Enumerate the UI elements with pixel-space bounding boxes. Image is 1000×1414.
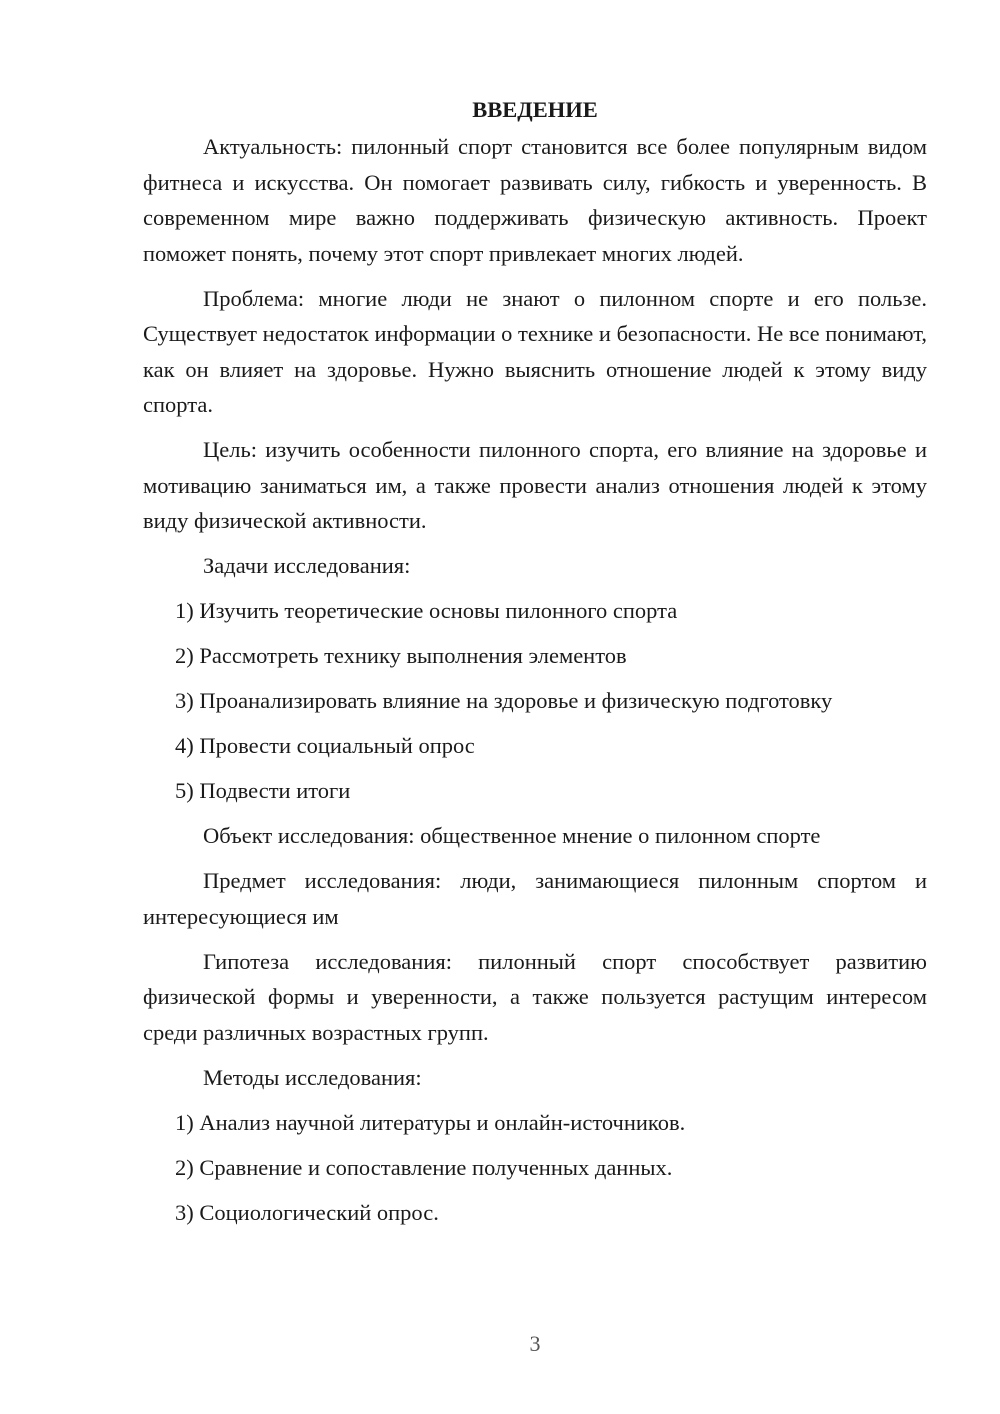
problem-paragraph: Проблема: многие люди не знают о пилонном спорте и его пользе. Существует недостаток информации о технике и безопасности. Не все понимают, как он влияет на здоровье. Нужно выяснить отношение людей к этому виду спорта. — [143, 285, 927, 417]
relevance-paragraph: Актуальность: пилонный спорт становится все более популярным видом фитнеса и искусства. Он помогает развивать силу, гибкость и уверенность. В современном мире важно поддерживать физическую активность. Проект поможет понять, почему этот спорт привлекает многих людей. — [143, 134, 927, 266]
task-item: 1) Изучить теоретические основы пилонного спорта — [175, 598, 678, 623]
task-item: 2) Рассмотреть технику выполнения элементов — [175, 643, 627, 668]
object-paragraph: Объект исследования: общественное мнение о пилонном спорте — [203, 823, 821, 848]
tasks-heading: Задачи исследования: — [203, 553, 411, 578]
task-item: 3) Проанализировать влияние на здоровье и физическую подготовку — [175, 688, 833, 713]
methods-heading: Методы исследования: — [203, 1064, 422, 1090]
methods-list — [143, 1105, 927, 1231]
subject-paragraph: Предмет исследования: люди, занимающиеся пилонным спортом и интересующиеся им — [143, 868, 927, 929]
hypothesis-paragraph: Гипотеза исследования: пилонный спорт способствует развитию физической формы и уверенности, а также пользуется растущим интересом среди различных возрастных групп. — [143, 948, 927, 1045]
method-item: 1) Анализ научной литературы и онлайн-источников. — [175, 1109, 686, 1135]
goal-paragraph: Цель: изучить особенности пилонного спорта, его влияние на здоровье и мотивацию заниматься им, а также провести анализ отношения людей к этому виду физической активности. — [143, 437, 927, 533]
page-title: ВВЕДЕНИЕ — [472, 97, 598, 122]
method-item: 2) Сравнение и сопоставление полученных данных. — [175, 1154, 673, 1180]
page-number: 3 — [529, 1331, 541, 1356]
method-item: 3) Социологический опрос. — [175, 1199, 439, 1225]
document-page — [143, 95, 927, 1240]
task-item: 4) Провести социальный опрос — [175, 733, 475, 758]
task-item: 5) Подвести итоги — [175, 778, 351, 803]
tasks-list — [143, 593, 927, 809]
